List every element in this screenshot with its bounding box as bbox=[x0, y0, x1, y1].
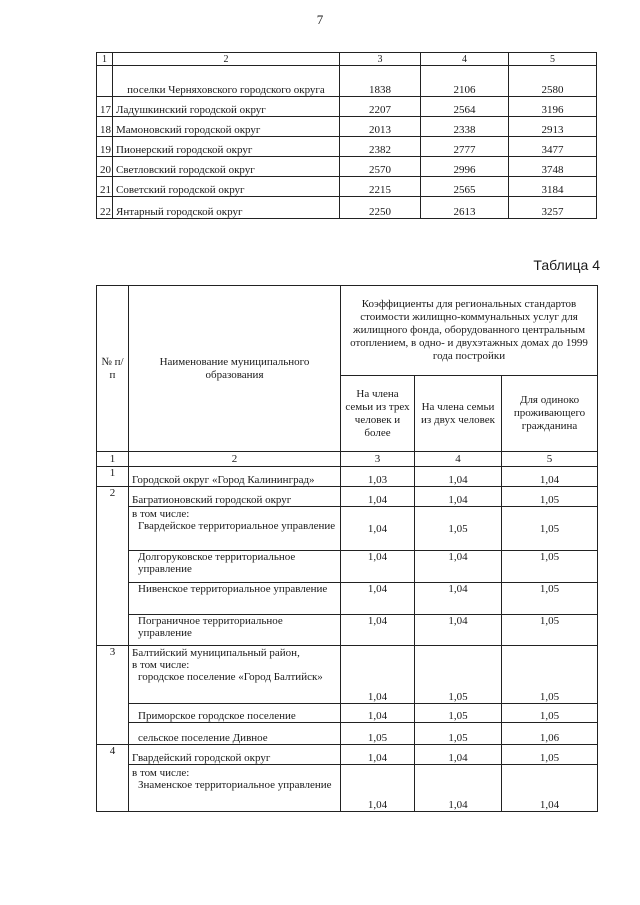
table-row bbox=[97, 615, 598, 646]
header-cell: 4 bbox=[421, 53, 509, 66]
row-number: 1 bbox=[97, 467, 129, 487]
table-row bbox=[97, 157, 597, 177]
row-name: Мамоновский городской округ bbox=[113, 117, 340, 137]
row-value: 1,04 bbox=[415, 551, 502, 583]
header-col5: Для одиноко проживающего гражданина bbox=[502, 376, 598, 452]
row-value: 1,05 bbox=[502, 487, 598, 507]
header-name: Наименование муниципального образования bbox=[129, 286, 341, 452]
header-col4: На члена семьи из двух человек bbox=[415, 376, 502, 452]
column-number: 2 bbox=[129, 452, 341, 467]
row-value: 2215 bbox=[340, 177, 421, 197]
row-name bbox=[129, 646, 341, 704]
row-value: 1,04 bbox=[415, 615, 502, 646]
table-row bbox=[97, 487, 598, 507]
row-name-line: в том числе: bbox=[132, 767, 190, 779]
row-name-line: Гвардейское территориальное управление bbox=[138, 520, 336, 532]
table-row bbox=[97, 583, 598, 615]
row-name: Пограничное территориальное управление bbox=[129, 615, 341, 646]
row-value: 1,06 bbox=[502, 723, 598, 745]
row-name: Приморское городское поселение bbox=[129, 704, 341, 723]
row-name: Советский городской округ bbox=[113, 177, 340, 197]
row-name-line: в том числе: bbox=[132, 659, 190, 671]
row-value: 3257 bbox=[509, 197, 597, 219]
row-value: 1,05 bbox=[415, 723, 502, 745]
column-number: 4 bbox=[415, 452, 502, 467]
table-row bbox=[97, 507, 598, 551]
header-coefficients: Коэффициенты для региональных стандартов стоимости жилищно-коммунальных услуг для жилищного фонда, оборудованного центральным отоплением, в одно- и двухэтажных домах до 1999 года постройки bbox=[341, 286, 598, 376]
row-number: 2 bbox=[97, 487, 129, 646]
row-number bbox=[97, 66, 113, 97]
table-4-label: Таблица 4 bbox=[533, 257, 600, 273]
row-value: 1,04 bbox=[341, 615, 415, 646]
table-row bbox=[97, 197, 597, 219]
row-name-line: Знаменское территориальное управление bbox=[138, 779, 332, 791]
row-name: Пионерский городской округ bbox=[113, 137, 340, 157]
row-value: 2106 bbox=[421, 66, 509, 97]
row-value: 1,05 bbox=[415, 646, 502, 704]
row-value: 1,04 bbox=[341, 487, 415, 507]
column-numbers-row bbox=[97, 452, 598, 467]
row-value: 2207 bbox=[340, 97, 421, 117]
row-value: 1,05 bbox=[502, 507, 598, 551]
header-cell: 1 bbox=[97, 53, 113, 66]
table-row bbox=[97, 137, 597, 157]
row-value: 1,04 bbox=[341, 704, 415, 723]
row-value: 2338 bbox=[421, 117, 509, 137]
row-value: 1,05 bbox=[415, 507, 502, 551]
header-cell: 2 bbox=[113, 53, 340, 66]
row-value: 3477 bbox=[509, 137, 597, 157]
table-row bbox=[97, 765, 598, 812]
table-row bbox=[97, 467, 598, 487]
row-value: 1,05 bbox=[502, 551, 598, 583]
row-value: 2382 bbox=[340, 137, 421, 157]
row-name: Долгоруковское территориальное управление bbox=[129, 551, 341, 583]
row-name: Гвардейский городской округ bbox=[129, 745, 341, 765]
table-row bbox=[97, 704, 598, 723]
row-number: 20 bbox=[97, 157, 113, 177]
row-value: 1,05 bbox=[341, 723, 415, 745]
column-number: 1 bbox=[97, 452, 129, 467]
table-row bbox=[97, 646, 598, 704]
row-number: 21 bbox=[97, 177, 113, 197]
row-value: 1,05 bbox=[502, 646, 598, 704]
table-row bbox=[97, 66, 597, 97]
row-value: 2913 bbox=[509, 117, 597, 137]
row-number: 18 bbox=[97, 117, 113, 137]
row-value: 2564 bbox=[421, 97, 509, 117]
row-value: 1,05 bbox=[502, 704, 598, 723]
column-number: 5 bbox=[502, 452, 598, 467]
row-name: Нивенское территориальное управление bbox=[129, 583, 341, 615]
row-value: 2777 bbox=[421, 137, 509, 157]
row-name bbox=[129, 507, 341, 551]
row-value: 2580 bbox=[509, 66, 597, 97]
table-continuation bbox=[96, 52, 597, 219]
row-value: 1,04 bbox=[502, 467, 598, 487]
row-value: 3748 bbox=[509, 157, 597, 177]
header-col3: На члена семьи из трех человек и более bbox=[341, 376, 415, 452]
row-value: 3184 bbox=[509, 177, 597, 197]
row-value: 1,04 bbox=[415, 583, 502, 615]
row-value: 2250 bbox=[340, 197, 421, 219]
row-value: 1,04 bbox=[341, 745, 415, 765]
row-name-line: в том числе: bbox=[132, 508, 190, 520]
row-name: Ладушкинский городской округ bbox=[113, 97, 340, 117]
row-number: 17 bbox=[97, 97, 113, 117]
row-name: Багратионовский городской округ bbox=[129, 487, 341, 507]
table-row bbox=[97, 723, 598, 745]
row-value: 1,05 bbox=[502, 745, 598, 765]
row-number: 3 bbox=[97, 646, 129, 745]
row-value: 3196 bbox=[509, 97, 597, 117]
row-name: Городской округ «Город Калининград» bbox=[129, 467, 341, 487]
row-value: 2570 bbox=[340, 157, 421, 177]
header-number: № п/п bbox=[97, 286, 129, 452]
row-value: 1,04 bbox=[502, 765, 598, 812]
row-name: сельское поселение Дивное bbox=[129, 723, 341, 745]
header-cell: 5 bbox=[509, 53, 597, 66]
row-value: 1,04 bbox=[341, 583, 415, 615]
row-value: 2013 bbox=[340, 117, 421, 137]
row-name: Янтарный городской округ bbox=[113, 197, 340, 219]
table-row bbox=[97, 177, 597, 197]
row-value: 2613 bbox=[421, 197, 509, 219]
row-value: 1,04 bbox=[415, 487, 502, 507]
header-cell: 3 bbox=[340, 53, 421, 66]
row-value: 1,03 bbox=[341, 467, 415, 487]
row-name: поселки Черняховского городского округа bbox=[113, 66, 340, 97]
row-value: 1,04 bbox=[341, 551, 415, 583]
row-number: 19 bbox=[97, 137, 113, 157]
row-value: 1,04 bbox=[415, 467, 502, 487]
table-header-row bbox=[97, 53, 597, 66]
row-value: 1,04 bbox=[415, 745, 502, 765]
row-name-line: городское поселение «Город Балтийск» bbox=[138, 671, 323, 683]
row-name: Светловский городской округ bbox=[113, 157, 340, 177]
table-row bbox=[97, 551, 598, 583]
row-value: 1,04 bbox=[341, 507, 415, 551]
row-value: 1,05 bbox=[415, 704, 502, 723]
table-row bbox=[97, 117, 597, 137]
table-row bbox=[97, 745, 598, 765]
row-value: 1,04 bbox=[415, 765, 502, 812]
table-4 bbox=[96, 285, 598, 812]
table-row bbox=[97, 97, 597, 117]
row-number: 22 bbox=[97, 197, 113, 219]
row-value: 1,05 bbox=[502, 583, 598, 615]
row-number: 4 bbox=[97, 745, 129, 812]
row-name bbox=[129, 765, 341, 812]
row-value: 2565 bbox=[421, 177, 509, 197]
page-number: 7 bbox=[316, 12, 324, 27]
row-value: 1,04 bbox=[341, 765, 415, 812]
column-number: 3 bbox=[341, 452, 415, 467]
table-header-row bbox=[97, 286, 598, 376]
row-name-line: Балтийский муниципальный район, bbox=[132, 647, 300, 659]
row-value: 1,04 bbox=[341, 646, 415, 704]
row-value: 1,05 bbox=[502, 615, 598, 646]
row-value: 2996 bbox=[421, 157, 509, 177]
row-value: 1838 bbox=[340, 66, 421, 97]
